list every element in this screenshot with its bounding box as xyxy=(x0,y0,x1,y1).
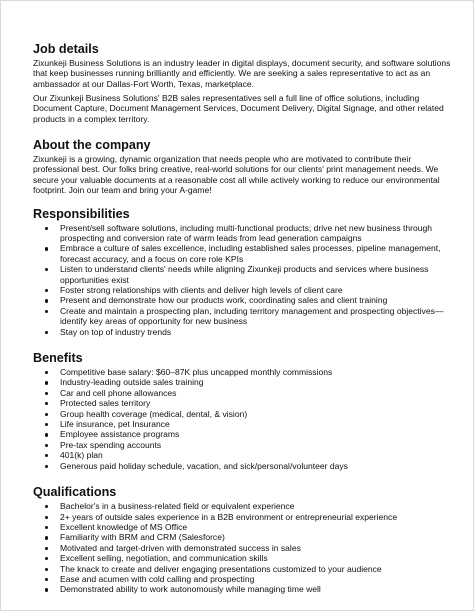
responsibilities-list xyxy=(33,223,453,337)
list-item xyxy=(33,419,453,429)
list-item-text: Industry-leading outside sales training xyxy=(60,377,204,388)
about-paragraph: Zixunkeji is a growing, dynamic organization that needs people who are motivated to contribute their professional best. Our folks bring creative, real-world solutions for our clients' print management needs. We secure your valuable documents at a reasonable cost all while actively working to reduce our environmental footprint. Join our team and bring your A-game! xyxy=(33,153,440,196)
list-item xyxy=(33,584,453,594)
list-item xyxy=(33,377,453,387)
bullet-icon xyxy=(45,557,48,560)
list-item-text: Bachelor's in a business-related field or equivalent experience xyxy=(60,501,295,512)
list-item xyxy=(33,388,453,398)
list-item-text: Generous paid holiday schedule, vacation, and sick/personal/volunteer days xyxy=(60,460,348,471)
list-item xyxy=(33,461,453,471)
list-item-text: Car and cell phone allowances xyxy=(60,387,177,398)
list-item-text: Motivated and target-driven with demonstrated success in sales xyxy=(60,542,301,553)
list-item-text: The knack to create and deliver engaging presentations customized to your audience xyxy=(60,563,382,574)
bullet-icon xyxy=(45,526,48,529)
bullet-icon xyxy=(45,547,48,550)
list-item-text: Excellent knowledge of MS Office xyxy=(60,521,188,532)
responsibilities-heading: Responsibilities xyxy=(33,206,130,221)
bullet-icon xyxy=(45,299,48,302)
bullet-icon xyxy=(45,505,48,508)
list-item xyxy=(33,223,453,244)
list-item-text: Present/sell software solutions, including multi-functional products; drive net new business through prospecting and conversion rate of warm leads from lead generation campaigns xyxy=(60,222,432,243)
benefits-list xyxy=(33,367,453,471)
job-details-heading: Job details xyxy=(33,42,99,56)
bullet-icon xyxy=(45,588,48,591)
list-item xyxy=(33,367,453,377)
qualifications-section xyxy=(33,485,453,595)
list-item xyxy=(33,522,453,532)
list-item-text: Pre-tax spending accounts xyxy=(60,439,162,450)
benefits-section xyxy=(33,351,453,471)
bullet-icon xyxy=(45,310,48,313)
bullet-icon xyxy=(45,392,48,395)
list-item xyxy=(33,543,453,553)
list-item xyxy=(33,398,453,408)
list-item xyxy=(33,306,453,327)
list-item xyxy=(33,243,453,264)
list-item-text: 2+ years of outside sales experience in a B2B environment or entrepreneurial experience xyxy=(60,511,398,522)
benefits-heading: Benefits xyxy=(33,351,83,366)
bullet-icon xyxy=(45,268,48,271)
bullet-icon xyxy=(45,413,48,416)
qualifications-heading: Qualifications xyxy=(33,485,117,500)
bullet-icon xyxy=(45,568,48,571)
list-item xyxy=(33,564,453,574)
list-item xyxy=(33,574,453,584)
list-item xyxy=(33,532,453,542)
list-item xyxy=(33,440,453,450)
list-item-text: Present and demonstrate how our products work, coordinating sales and client training xyxy=(60,295,388,306)
list-item xyxy=(33,409,453,419)
about-heading: About the company xyxy=(33,137,151,152)
list-item xyxy=(33,553,453,563)
list-item-text: Stay on top of industry trends xyxy=(60,326,172,337)
list-item-text: Group health coverage (medical, dental, & vision) xyxy=(60,408,248,419)
list-item xyxy=(33,295,453,305)
bullet-icon xyxy=(45,227,48,230)
bullet-icon xyxy=(45,516,48,519)
qualifications-list xyxy=(33,501,453,595)
bullet-icon xyxy=(45,381,48,384)
bullet-icon xyxy=(45,402,48,405)
list-item-text: Competitive base salary: $60–87K plus uncapped monthly commissions xyxy=(60,367,333,378)
list-item-text: Life insurance, pet Insurance xyxy=(60,419,170,430)
list-item-text: Employee assistance programs xyxy=(60,429,180,440)
list-item-text: Excellent selling, negotiation, and communication skills xyxy=(60,553,268,564)
document-content xyxy=(33,42,453,595)
list-item xyxy=(33,512,453,522)
bullet-icon xyxy=(45,444,48,447)
job-details-paragraph-2: Our Zixunkeji Business Solutions' B2B sales representatives sell a full line of office solutions, including Document Capture, Document Management Services, Document Delivery, Digital Signage, and other related products in a complex territory. xyxy=(33,92,444,124)
bullet-icon xyxy=(45,289,48,292)
list-item xyxy=(33,429,453,439)
list-item-text: Foster strong relationships with clients and deliver high levels of client care xyxy=(60,285,343,295)
list-item xyxy=(33,501,453,511)
list-item xyxy=(33,450,453,460)
list-item-text: Listen to understand clients' needs while aligning Zixunkeji products and services where business opportunities exist xyxy=(60,264,429,285)
list-item xyxy=(33,264,453,285)
list-item-text: Demonstrated ability to work autonomously while managing time well xyxy=(60,584,321,595)
list-item-text: 401(k) plan xyxy=(60,450,103,461)
list-item xyxy=(33,327,453,337)
bullet-icon xyxy=(45,423,48,426)
bullet-icon xyxy=(45,433,48,436)
bullet-icon xyxy=(45,536,48,539)
bullet-icon xyxy=(45,247,48,250)
bullet-icon xyxy=(45,578,48,581)
bullet-icon xyxy=(45,454,48,457)
list-item-text: Ease and acumen with cold calling and prospecting xyxy=(60,573,255,584)
bullet-icon xyxy=(45,465,48,468)
about-section xyxy=(33,138,453,196)
responsibilities-section xyxy=(33,207,453,337)
list-item-text: Create and maintain a prospecting plan, including territory management and prospecting objectives—identify key areas of opportunity for new business xyxy=(60,305,444,327)
list-item-text: Protected sales territory xyxy=(60,398,151,409)
bullet-icon xyxy=(45,331,48,334)
list-item-text: Embrace a culture of sales excellence, including established sales processes, pipeline management, forecast accuracy, and a focus on core role KPIs xyxy=(60,243,441,264)
job-details-section xyxy=(33,42,453,124)
job-details-paragraph-1: Zixunkeji Business Solutions is an industry leader in digital displays, document security, and software solutions that keep businesses running brilliantly and efficiently. We are seeking a sales representative to act as an ambassador at our Dallas-Fort Worth, Texas, marketplace. xyxy=(33,58,451,89)
bullet-icon xyxy=(45,371,48,374)
list-item xyxy=(33,285,453,295)
list-item-text: Familiarity with BRM and CRM (Salesforce) xyxy=(60,532,225,543)
